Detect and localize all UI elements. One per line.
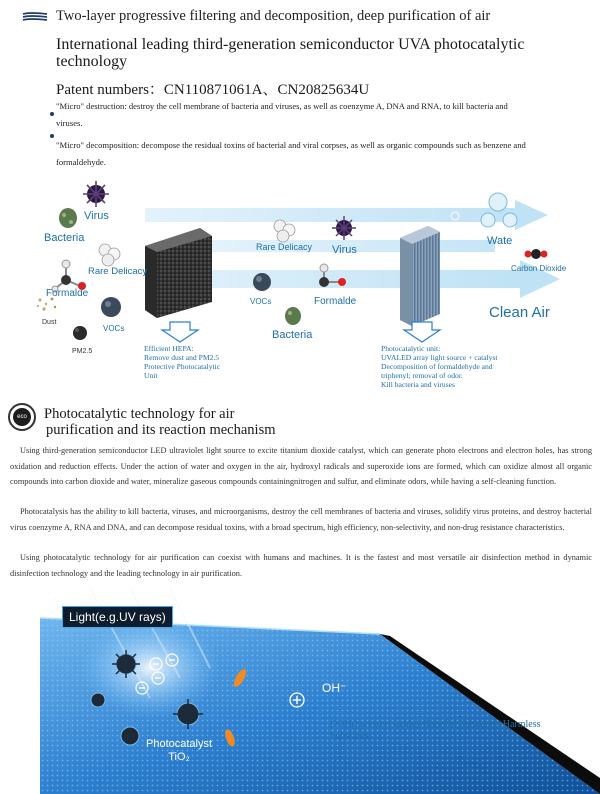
vocs-icon [101,297,121,317]
reaction-caption: OOH(hydroxyl oxide)-Harmful Substance-Harmless Substance [330,719,541,742]
technology-subtitle: International leading third-generation semiconductor UVA photocatalytic technology [56,36,525,70]
bacteria-icon [59,208,77,228]
bullet-dot [50,112,54,116]
photocatalyst-tio2-label: Photocatalyst TiO₂ [146,738,213,763]
bullet-dot [50,134,54,138]
label-vocs-middle: VOCs [250,297,272,306]
label-bacteria-middle: Bacteria [272,329,313,341]
eco-leaf-icon: eco [8,403,36,431]
photocatalytic-unit [400,226,440,326]
photocatalytic-unit-description: Photocatalytic unit: UVALED array light source + catalyst Decomposition of formaldehyde and triphenyl; removal of odor. Kill bacteria and viruses [381,344,498,389]
label-virus-left: Virus [84,210,109,222]
virus-icon [83,181,109,207]
virus-icon [112,650,140,678]
label-vocs-left: VOCs [103,324,125,333]
rare-delicacy-icon [274,220,295,242]
paragraph-photocatalytic-mechanism: Using third-generation semiconductor LED ultraviolet light source to excite titanium dioxide catalyst, which can generate photo electrons and electron holes, has strong oxidation and reduction effects. Under the action of water and oxygen in the air, hydroxyl radicals and superoxide ions are formed, which can oxidize almost all organic compounds into carbon dioxide and water, mineralize gaseous compounds containingnitrogen and sulfur, and eliminate odors, while having a self-cleaning function. [10,446,592,487]
label-bacteria-left: Bacteria [44,232,85,244]
hepa-filter [145,228,212,318]
label-carbon-dioxide: Carbon Dioxide [511,264,567,273]
hepa-down-arrow [162,322,198,342]
page-title: Two-layer progressive filtering and decomposition, deep purification of air [56,8,491,24]
label-pm25: PM2.5 [72,348,93,355]
virus-icon [121,727,139,745]
label-water: Wate [487,235,513,247]
section-title: Photocatalytic technology for air purification and its reaction mechanism [44,406,276,438]
label-formalde-middle: Formalde [314,296,357,307]
label-virus-middle: Virus [332,244,357,256]
bullet-micro-decomposition: "Micro" decomposition: decompose the residual toxins of bacterial and viral corpses, as well as organic compounds such as benzene and formaldehyde. [56,140,526,167]
paragraph-sterilization: Photocatalysis has the ability to kill bacteria, viruses, and microorganisms, destroy the cell membranes of bacteria and viruses, solidify virus proteins, and destroy bacterial virus coenzyme A, RNA and DNA, and can decompose residual toxins, with a broad spectrum, high efficiency, non-selectivity, and non-drug resistance characteristics. [10,507,592,532]
photocatalytic-down-arrow [404,322,440,342]
dust-icon [37,298,56,311]
label-rare-delicacy-left: Rare Delicacy [88,266,148,277]
hepa-description: Efficient HEPA: Remove dust and PM2.5 Protective Photocatalytic Unit [144,344,221,380]
bullet-micro-destruction: "Micro" destruction: destroy the cell membrane of bacteria and viruses, as well as coenzyme A, DNA and RNA, to kill bacteria and viruses. [56,101,508,128]
label-rare-delicacy-middle: Rare Delicacy [256,242,313,252]
carbon-dioxide-molecule-icon [525,249,548,259]
label-dust: Dust [42,319,57,326]
virus-icon [91,693,105,707]
label-formalde-left: Formalde [46,288,89,299]
hydroxide-label: OH⁻ [322,681,347,695]
photocatalyst-illustration [0,588,600,794]
bacteria-icon [285,307,301,325]
pm25-icon [73,326,87,340]
light-uv-label: Light(e.g.UV rays) [62,606,173,628]
rare-delicacy-icon [99,244,120,266]
patent-numbers: Patent numbers：CN110871061A、CN20825634U [56,82,370,98]
paragraph-coexistence: Using photocatalytic technology for air purification can coexist with humans and machines. It is the fastest and most versatile air disinfection method in dynamic disinfection technology and the leading technology in air purification. [10,553,592,578]
vocs-icon [253,273,271,291]
title-stripes-icon [22,12,48,22]
label-clean-air: Clean Air [489,304,550,321]
